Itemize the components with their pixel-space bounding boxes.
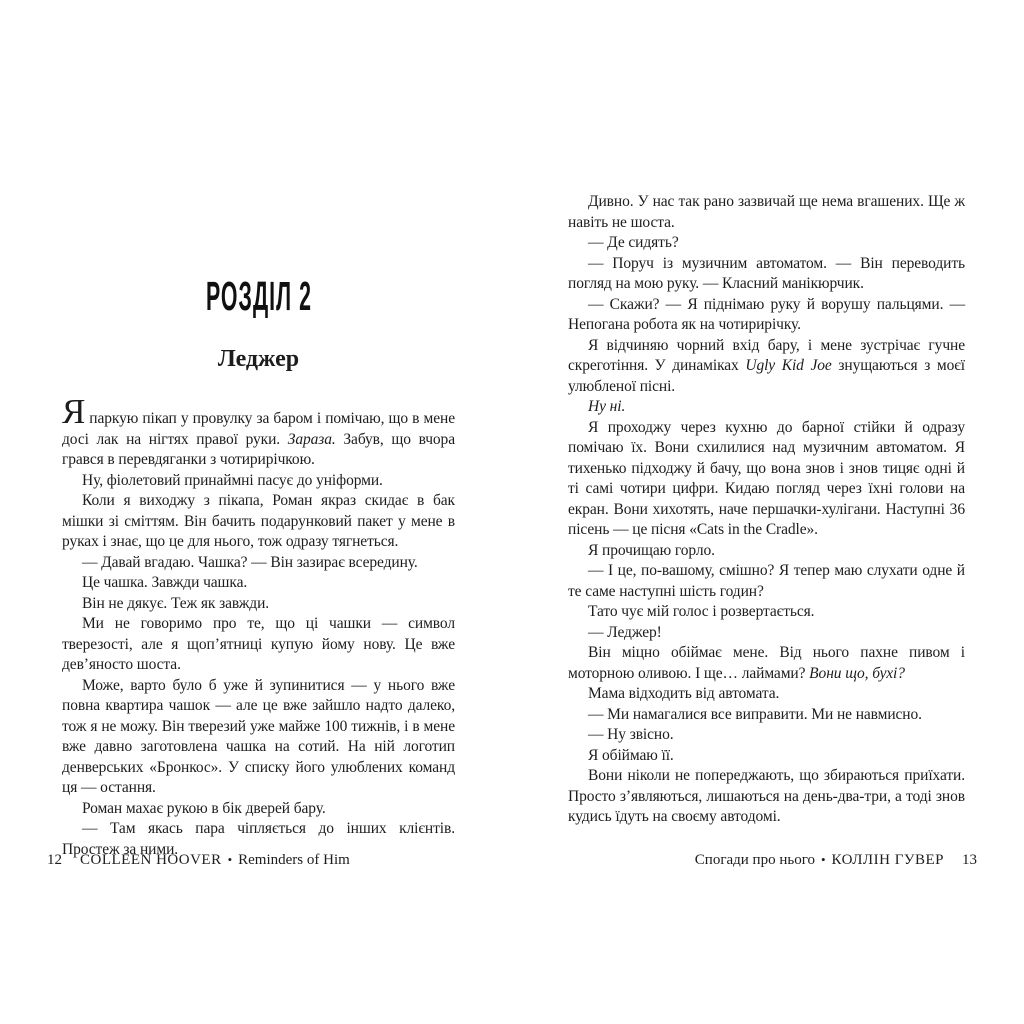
text-segment: — Ми намагалися все виправити. Ми не навмисно.	[588, 705, 922, 723]
italic-text-segment: Зараза.	[287, 430, 336, 448]
paragraph	[62, 676, 455, 799]
chapter-heading	[62, 273, 455, 319]
left-page-footer	[47, 851, 350, 869]
left-page-body-text	[62, 392, 455, 860]
paragraph	[568, 541, 965, 562]
paragraph	[568, 561, 965, 602]
right-page-body-text	[568, 192, 965, 828]
chapter-title: Леджер	[217, 346, 300, 372]
paragraph	[62, 491, 455, 553]
text-segment: паркую пікап у провулку за баром і помічаю, що в мене досі лак на нігтях правої руки.	[62, 410, 455, 448]
italic-text-segment: Ну ні.	[588, 398, 626, 415]
paragraph	[62, 799, 455, 820]
text-segment: Я відчиняю чорний вхід бару, і мене зустрічає гучне скреготіння. У динаміках	[568, 336, 965, 374]
text-segment: — Де сидять?	[588, 234, 679, 251]
paragraph	[568, 254, 965, 295]
text-segment: Коли я виходжу з пікапа, Роман якраз скидає в бак мішки зі сміттям. Він бачить подарунковий пакет у мене в руках і знає, що це для нього, тож одразу тягнеться.	[62, 492, 455, 550]
text-segment: Він не дякує. Теж як завжди.	[82, 594, 270, 612]
italic-text-segment: Вони що, бухі?	[809, 664, 905, 682]
paragraph	[568, 295, 965, 336]
paragraph	[568, 192, 965, 233]
running-author-translated: КОЛЛІН ГУВЕР	[831, 852, 944, 868]
text-segment: — І це, по-вашому, смішно? Я тепер маю слухати одне й те саме наступні шість годин?	[568, 562, 965, 600]
text-segment: — Давай вгадаю. Чашка? — Він зазирає всередину.	[82, 553, 418, 571]
running-title: Reminders of Him	[238, 852, 350, 868]
text-segment: Я обіймаю її.	[588, 746, 674, 764]
text-segment: Дивно. У нас так рано зазвичай ще нема вгашених. Ще ж навіть не шоста.	[568, 193, 965, 231]
footer-bullet-separator: •	[820, 852, 826, 867]
paragraph	[568, 746, 965, 767]
paragraph	[568, 233, 965, 254]
paragraph	[62, 471, 455, 492]
text-segment: Вони ніколи не попереджають, що збираються приїхати. Просто з’являються, лишаються на день-два-три, а тоді знов кудись їдуть на своєму автодомі.	[568, 767, 965, 825]
footer-bullet-separator: •	[227, 852, 233, 867]
paragraph	[62, 573, 455, 594]
paragraph	[568, 623, 965, 644]
text-segment: — Поруч із музичним автоматом. — Він переводить погляд на мою руку. — Класний манікюрчик.	[568, 254, 965, 292]
text-segment: Це чашка. Завжди чашка.	[82, 574, 248, 591]
text-segment: Мама відходить від автомата.	[588, 685, 780, 702]
paragraph	[568, 418, 965, 541]
text-segment: Ну, фіолетовий принаймні пасує до уніформи.	[82, 471, 383, 489]
running-title-translated: Спогади про нього	[694, 852, 815, 868]
text-segment: Я прочищаю горло.	[588, 541, 715, 559]
drop-cap: Я	[62, 392, 86, 431]
chapter-number-label: РОЗДІЛ 2	[205, 273, 312, 319]
paragraph	[568, 684, 965, 705]
text-segment: Ми не говоримо про те, що ці чашки — символ тверезості, але я щоп’ятниці купую йому нову. Це вже дев’яносто шоста.	[62, 615, 455, 673]
paragraph	[568, 643, 965, 684]
text-segment: Тато чує мій голос і розвертається.	[588, 603, 815, 620]
paragraph	[568, 705, 965, 726]
right-page-footer	[695, 851, 977, 869]
paragraph	[568, 397, 965, 418]
text-segment: Роман махає рукою в бік дверей бару.	[82, 799, 326, 817]
paragraph	[568, 602, 965, 623]
text-segment: Забув, що вчора грався в перевдяганки з чотирирічкою.	[62, 430, 455, 468]
italic-text-segment: Ugly Kid Joe	[745, 357, 832, 374]
running-author: COLLEEN HOOVER	[80, 852, 222, 868]
text-segment: — Ну звісно.	[588, 726, 674, 743]
text-segment: Я проходжу через кухню до барної стійки й одразу помічаю їх. Вони схилилися над музичним автоматом. Я тихенько підходжу й бачу, що вона знов і знов тицяє одні й ті самі чотири цифри. Кидаю погляд через їхні голови на екран. Вони хихотять, наче першачки-хулігани. Наступні 36 пісень — це пісня «Cats in the Cradle».	[568, 418, 965, 538]
paragraph	[568, 336, 965, 398]
paragraph	[568, 766, 965, 828]
left-page-number: 12	[47, 852, 62, 868]
text-segment: Може, варто було б уже й зупинитися — у нього вже повна квартира чашок — але це вже зайшло надто далеко, тож я не можу. Він тверезий уже майже 100 тижнів, і в мене вже давно заготовлена чашка на сотий. На ній логотип денверських «Бронкос». У списку його улюблених команд ця — остання.	[62, 676, 455, 796]
paragraph	[62, 553, 455, 574]
paragraph	[62, 392, 455, 471]
text-segment: — Леджер!	[588, 623, 662, 641]
text-segment: знущаються з моєї улюбленої пісні.	[568, 357, 965, 395]
text-segment: Він міцно обіймає мене. Від нього пахне пивом і моторною оливою. І ще… лаймами?	[568, 644, 965, 682]
text-segment: — Скажи? — Я піднімаю руку й ворушу пальцями. — Непогана робота як на чотирирічку.	[568, 295, 965, 333]
paragraph	[62, 594, 455, 615]
right-page-number: 13	[962, 852, 977, 868]
paragraph	[62, 614, 455, 676]
text-segment: — Там якась пара чіпляється до інших клієнтів. Простеж за ними.	[62, 820, 455, 858]
paragraph	[568, 725, 965, 746]
